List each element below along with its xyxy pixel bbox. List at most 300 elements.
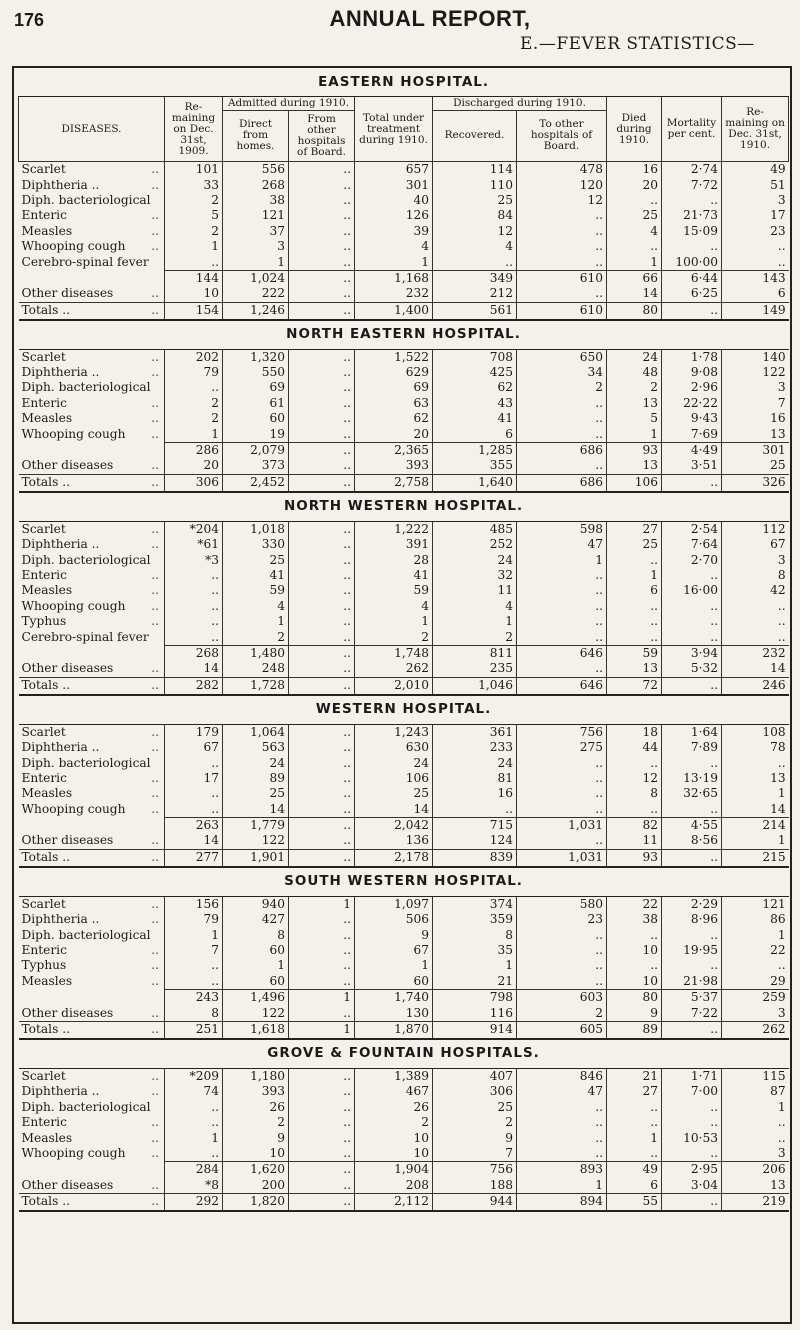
leader-dots: .. <box>151 1115 159 1130</box>
value-cell: 374 <box>433 896 517 912</box>
disease-name-cell <box>19 896 165 912</box>
value-cell: 43 <box>433 396 517 411</box>
value-cell: *204 <box>165 521 223 537</box>
value-cell: 252 <box>433 537 517 552</box>
value-cell: 13 <box>607 396 662 411</box>
table-row <box>19 537 789 552</box>
value-cell: 393 <box>355 458 433 474</box>
value-cell: 78 <box>722 740 789 755</box>
value-cell: 485 <box>433 521 517 537</box>
value-cell: .. <box>289 239 355 254</box>
table-row <box>19 162 789 178</box>
value-cell: .. <box>289 958 355 973</box>
value-cell: 282 <box>165 677 223 695</box>
value-cell: 25 <box>433 193 517 208</box>
subtotal-row <box>19 1162 789 1178</box>
other-diseases-row <box>19 661 789 677</box>
value-cell: 93 <box>607 849 662 867</box>
value-cell: 12 <box>433 224 517 239</box>
disease-name-line <box>22 600 162 613</box>
table-row <box>19 1130 789 1145</box>
hospital-heading-row <box>19 68 789 97</box>
value-cell: 81 <box>433 771 517 786</box>
value-cell: .. <box>517 974 607 990</box>
value-cell: 2 <box>165 224 223 239</box>
disease-name-cell <box>19 755 165 770</box>
value-cell: 598 <box>517 521 607 537</box>
table-row <box>19 1146 789 1162</box>
value-cell: 5 <box>165 208 223 223</box>
section-title: E.—FEVER STATISTICS— <box>520 34 755 54</box>
value-cell: 1 <box>165 426 223 442</box>
leader-dots: .. <box>151 1194 159 1209</box>
table-row <box>19 1068 789 1084</box>
value-cell: 219 <box>722 1193 789 1211</box>
value-cell: 14 <box>165 833 223 849</box>
table-row <box>19 224 789 239</box>
leader-dots: .. <box>151 208 159 223</box>
value-cell: 7 <box>433 1146 517 1162</box>
disease-name-cell <box>19 1146 165 1162</box>
value-cell: 29 <box>722 974 789 990</box>
value-cell: 3 <box>722 193 789 208</box>
value-cell: 715 <box>433 817 517 833</box>
other-diseases-row <box>19 1178 789 1194</box>
value-cell: 1 <box>607 568 662 583</box>
disease-name-line <box>22 351 162 364</box>
disease-name: Whooping cough <box>21 1146 126 1161</box>
value-cell: 1 <box>517 552 607 567</box>
value-cell: .. <box>607 1146 662 1162</box>
value-cell: .. <box>607 1100 662 1115</box>
value-cell: .. <box>289 849 355 867</box>
table-row <box>19 1100 789 1115</box>
disease-name-cell <box>19 286 165 302</box>
value-cell: 5·32 <box>662 661 722 677</box>
disease-name-line <box>22 163 162 176</box>
disease-name-cell <box>19 629 165 645</box>
value-cell: .. <box>289 771 355 786</box>
leader-dots: .. <box>151 1022 159 1037</box>
value-cell: 1 <box>433 958 517 973</box>
value-cell: 10 <box>607 943 662 958</box>
value-cell: 7 <box>165 943 223 958</box>
value-cell: .. <box>607 614 662 629</box>
value-cell: .. <box>289 349 355 365</box>
value-cell: 1,222 <box>355 521 433 537</box>
value-cell: .. <box>517 614 607 629</box>
value-cell: 914 <box>433 1021 517 1039</box>
disease-name: Measles <box>21 583 73 598</box>
value-cell: 246 <box>722 677 789 695</box>
value-cell: .. <box>433 802 517 818</box>
value-cell: .. <box>607 958 662 973</box>
value-cell: 286 <box>165 442 223 458</box>
leader-dots: .. <box>151 411 159 426</box>
value-cell: 3 <box>722 552 789 567</box>
disease-name-cell <box>19 537 165 552</box>
value-cell: 1,640 <box>433 474 517 492</box>
leader-dots: .. <box>151 912 159 927</box>
disease-name-cell <box>19 302 165 320</box>
subtotal-row <box>19 645 789 661</box>
disease-name-cell <box>19 521 165 537</box>
header-remaining-end: Re-maining on Dec. 31st, 1910. <box>722 97 789 162</box>
value-cell: 2,758 <box>355 474 433 492</box>
disease-name-line <box>22 179 162 192</box>
value-cell: 1 <box>289 1021 355 1039</box>
table-row <box>19 349 789 365</box>
hospital-heading-row <box>19 320 789 350</box>
value-cell: 6·25 <box>662 286 722 302</box>
value-cell: 60 <box>223 411 289 426</box>
value-cell: 80 <box>607 990 662 1006</box>
value-cell: 28 <box>355 552 433 567</box>
value-cell: 506 <box>355 912 433 927</box>
other-diseases-row <box>19 458 789 474</box>
value-cell: 9 <box>223 1130 289 1145</box>
value-cell: 284 <box>165 1162 223 1178</box>
value-cell: .. <box>289 943 355 958</box>
value-cell: .. <box>517 786 607 801</box>
value-cell: 9 <box>607 1005 662 1021</box>
value-cell: .. <box>662 849 722 867</box>
value-cell: 2,079 <box>223 442 289 458</box>
table-row <box>19 411 789 426</box>
value-cell: 326 <box>722 474 789 492</box>
leader-dots: .. <box>151 770 159 785</box>
value-cell: .. <box>662 1100 722 1115</box>
value-cell: .. <box>722 958 789 973</box>
value-cell: 89 <box>607 1021 662 1039</box>
value-cell: .. <box>722 755 789 770</box>
value-cell: 18 <box>607 724 662 740</box>
value-cell: 82 <box>607 817 662 833</box>
value-cell: 610 <box>517 270 607 286</box>
leader-dots <box>159 631 161 644</box>
disease-name-cell <box>19 1068 165 1084</box>
disease-name-cell <box>19 786 165 801</box>
value-cell: .. <box>722 254 789 270</box>
disease-name-line <box>22 1007 162 1020</box>
value-cell: 355 <box>433 458 517 474</box>
value-cell: .. <box>289 817 355 833</box>
disease-name-line <box>22 787 162 800</box>
value-cell: .. <box>289 1005 355 1021</box>
value-cell: 60 <box>223 943 289 958</box>
value-cell: 10 <box>355 1130 433 1145</box>
value-cell: 8 <box>223 927 289 942</box>
value-cell: 2 <box>355 1115 433 1130</box>
disease-name-line <box>22 679 162 692</box>
table-row <box>19 193 789 208</box>
value-cell: 14 <box>722 802 789 818</box>
value-cell: 16 <box>433 786 517 801</box>
value-cell: 35 <box>433 943 517 958</box>
value-cell: 10 <box>165 286 223 302</box>
table-body <box>19 68 789 1211</box>
disease-name-line <box>22 959 162 972</box>
value-cell: .. <box>517 239 607 254</box>
value-cell: 1 <box>289 990 355 1006</box>
disease-name: Diph. bacteriological <box>21 755 151 770</box>
value-cell: 14 <box>355 802 433 818</box>
disease-name-line <box>22 256 162 269</box>
value-cell: 894 <box>517 1193 607 1211</box>
value-cell: 212 <box>433 286 517 302</box>
value-cell: 9·43 <box>662 411 722 426</box>
disease-name: Totals .. <box>21 850 70 865</box>
value-cell: 1 <box>722 1100 789 1115</box>
disease-name: Diph. bacteriological <box>21 192 151 207</box>
value-cell: 268 <box>223 177 289 192</box>
table-row <box>19 786 789 801</box>
disease-name-line <box>22 554 162 567</box>
header-recovered: Recovered. <box>433 110 517 161</box>
disease-name: Enteric <box>21 395 67 410</box>
value-cell: .. <box>289 724 355 740</box>
leader-dots: .. <box>151 1084 159 1099</box>
value-cell: 8 <box>165 1005 223 1021</box>
leader-dots: .. <box>151 583 159 598</box>
value-cell: 2 <box>165 193 223 208</box>
value-cell: 1,168 <box>355 270 433 286</box>
value-cell: .. <box>517 286 607 302</box>
value-cell: 251 <box>165 1021 223 1039</box>
value-cell: 2,112 <box>355 1193 433 1211</box>
value-cell: 41 <box>433 411 517 426</box>
table-row <box>19 208 789 223</box>
value-cell: 8 <box>722 568 789 583</box>
value-cell: .. <box>289 614 355 629</box>
value-cell: 101 <box>165 162 223 178</box>
disease-name: Typhus <box>21 614 67 629</box>
table-row <box>19 802 789 818</box>
value-cell: *3 <box>165 552 223 567</box>
disease-name-cell <box>19 927 165 942</box>
value-cell: 122 <box>223 833 289 849</box>
value-cell: 263 <box>165 817 223 833</box>
totals-row <box>19 677 789 695</box>
value-cell: 60 <box>355 974 433 990</box>
value-cell: 60 <box>223 974 289 990</box>
leader-dots: .. <box>151 239 159 254</box>
disease-name-cell <box>19 583 165 598</box>
disease-name-line <box>22 240 162 253</box>
disease-name-line <box>22 662 162 675</box>
value-cell: .. <box>289 802 355 818</box>
value-cell: 67 <box>165 740 223 755</box>
disease-name: Scarlet <box>21 521 66 536</box>
disease-name-line <box>22 194 162 207</box>
disease-name: Enteric <box>21 770 67 785</box>
value-cell: 2,042 <box>355 817 433 833</box>
other-diseases-row <box>19 1005 789 1021</box>
leader-dots: .. <box>151 568 159 582</box>
value-cell: 42 <box>722 583 789 598</box>
value-cell: .. <box>662 927 722 942</box>
value-cell: 62 <box>355 411 433 426</box>
value-cell: 1,480 <box>223 645 289 661</box>
hospital-heading: GROVE & FOUNTAIN HOSPITALS. <box>19 1039 789 1069</box>
table-row <box>19 239 789 254</box>
disease-name-line <box>22 803 162 816</box>
value-cell: .. <box>165 1115 223 1130</box>
header-remaining-start: Re-maining on Dec. 31st, 1909. <box>165 97 223 162</box>
disease-name: Diph. bacteriological <box>21 380 151 395</box>
disease-name: Other diseases <box>21 1177 114 1192</box>
value-cell: 63 <box>355 396 433 411</box>
value-cell: 1,522 <box>355 349 433 365</box>
value-cell: 10 <box>607 974 662 990</box>
value-cell: 1 <box>355 254 433 270</box>
disease-name-cell <box>19 943 165 958</box>
value-cell: .. <box>289 645 355 661</box>
value-cell: .. <box>289 1146 355 1162</box>
value-cell: .. <box>165 1100 223 1115</box>
leader-dots: .. <box>151 349 159 364</box>
value-cell: 67 <box>722 537 789 552</box>
leader-dots: .. <box>151 943 159 958</box>
value-cell: .. <box>662 193 722 208</box>
value-cell: 277 <box>165 849 223 867</box>
subtotal-blank <box>19 1162 165 1178</box>
table-row <box>19 755 789 770</box>
table-row <box>19 896 789 912</box>
header-died: Died during 1910. <box>607 97 662 162</box>
value-cell: 106 <box>607 474 662 492</box>
disease-name-cell <box>19 396 165 411</box>
table-row <box>19 771 789 786</box>
value-cell: 467 <box>355 1084 433 1099</box>
value-cell: 22 <box>607 896 662 912</box>
value-cell: 248 <box>223 661 289 677</box>
disease-name: Other diseases <box>21 286 114 301</box>
disease-name: Whooping cough <box>21 801 126 816</box>
value-cell: 2 <box>517 380 607 395</box>
header-diseases: DISEASES. <box>19 97 165 162</box>
value-cell: .. <box>289 740 355 755</box>
value-cell: .. <box>289 833 355 849</box>
disease-name-line <box>22 523 162 536</box>
disease-name-cell <box>19 380 165 395</box>
value-cell: .. <box>722 614 789 629</box>
hospital-heading-row <box>19 1039 789 1069</box>
disease-name-line <box>22 428 162 441</box>
value-cell: 603 <box>517 990 607 1006</box>
value-cell: .. <box>289 677 355 695</box>
disease-name-cell <box>19 474 165 492</box>
disease-name-line <box>22 851 162 864</box>
subtotal-row <box>19 442 789 458</box>
value-cell: 756 <box>517 724 607 740</box>
value-cell: 55 <box>607 1193 662 1211</box>
value-cell: 67 <box>355 943 433 958</box>
disease-name-cell <box>19 974 165 990</box>
leader-dots: .. <box>151 458 159 473</box>
disease-name: Diphtheria .. <box>21 177 100 192</box>
totals-row <box>19 302 789 320</box>
value-cell: .. <box>662 1021 722 1039</box>
value-cell: 121 <box>223 208 289 223</box>
disease-name: Measles <box>21 974 73 989</box>
leader-dots: .. <box>151 426 159 441</box>
header-discharged: Discharged during 1910. <box>433 97 607 111</box>
leader-dots: .. <box>151 1068 159 1083</box>
value-cell: 4 <box>607 224 662 239</box>
disease-name-line <box>22 1116 162 1129</box>
value-cell: .. <box>289 537 355 552</box>
value-cell: 20 <box>355 426 433 442</box>
value-cell: .. <box>165 614 223 629</box>
value-cell: .. <box>165 786 223 801</box>
value-cell: 1 <box>223 614 289 629</box>
disease-name-cell <box>19 833 165 849</box>
disease-name: Measles <box>21 223 73 238</box>
value-cell: 49 <box>722 162 789 178</box>
value-cell: 69 <box>223 380 289 395</box>
disease-name: Diph. bacteriological <box>21 552 151 567</box>
header-from-other: From other hospitals of Board. <box>289 110 355 161</box>
value-cell: 550 <box>223 365 289 380</box>
value-cell: 610 <box>517 302 607 320</box>
value-cell: .. <box>517 1146 607 1162</box>
value-cell: 44 <box>607 740 662 755</box>
leader-dots: .. <box>151 286 159 301</box>
disease-name-line <box>22 757 162 770</box>
value-cell: 6 <box>722 286 789 302</box>
value-cell: 1,243 <box>355 724 433 740</box>
value-cell: 2·74 <box>662 162 722 178</box>
hospital-heading-row <box>19 867 789 897</box>
value-cell: 1,031 <box>517 849 607 867</box>
value-cell: 23 <box>517 912 607 927</box>
disease-name: Measles <box>21 786 73 801</box>
value-cell: 650 <box>517 349 607 365</box>
value-cell: 2·70 <box>662 552 722 567</box>
value-cell: 21 <box>607 1068 662 1084</box>
value-cell: 1,400 <box>355 302 433 320</box>
value-cell: 24 <box>607 349 662 365</box>
value-cell: 21·73 <box>662 208 722 223</box>
disease-name-cell <box>19 239 165 254</box>
value-cell: 686 <box>517 474 607 492</box>
value-cell: .. <box>289 302 355 320</box>
disease-name-cell <box>19 458 165 474</box>
value-cell: 9 <box>355 927 433 942</box>
value-cell: 6 <box>433 426 517 442</box>
value-cell: 605 <box>517 1021 607 1039</box>
value-cell: 2 <box>355 629 433 645</box>
disease-name: Diph. bacteriological <box>21 1099 151 1114</box>
value-cell: .. <box>289 521 355 537</box>
disease-name-line <box>22 209 162 222</box>
disease-name-line <box>22 584 162 597</box>
value-cell: .. <box>289 193 355 208</box>
value-cell: .. <box>289 1193 355 1211</box>
value-cell: 3·94 <box>662 645 722 661</box>
disease-name-line <box>22 1101 162 1114</box>
value-cell: 3 <box>722 380 789 395</box>
value-cell: 1,901 <box>223 849 289 867</box>
value-cell: 2,365 <box>355 442 433 458</box>
value-cell: 686 <box>517 442 607 458</box>
header-mortality: Mortality per cent. <box>662 97 722 162</box>
value-cell: 1 <box>607 254 662 270</box>
value-cell: .. <box>662 239 722 254</box>
value-cell: 3 <box>722 1146 789 1162</box>
value-cell: 1,904 <box>355 1162 433 1178</box>
